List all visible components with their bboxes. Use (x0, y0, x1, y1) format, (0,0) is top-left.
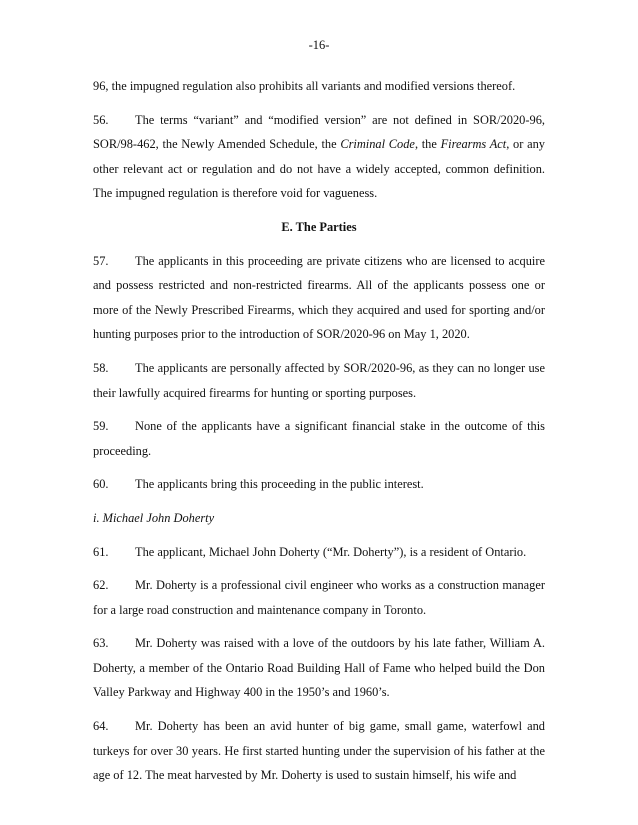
paragraph-58 (93, 356, 545, 405)
paragraph-continuation: 96, the impugned regulation also prohibits all variants and modified versions thereof. (93, 79, 516, 93)
paragraph-57 (93, 249, 545, 347)
firearms-act-title: Firearms Act (440, 137, 507, 152)
paragraph-number: 57. (93, 253, 109, 268)
paragraph-text: The applicants bring this proceeding in the public interest. (135, 477, 424, 492)
paragraph-59 (93, 414, 545, 463)
paragraph-number: 62. (93, 578, 109, 593)
paragraph-62 (93, 573, 545, 622)
criminal-code-title: Criminal Code (340, 137, 415, 152)
paragraph-number: 58. (93, 360, 109, 375)
paragraph-number: 64. (93, 719, 109, 734)
paragraph-text: The terms “variant” and “modified version” are not defined in SOR/2020-96, SOR/98-462, the Newly Amended Schedule, the (93, 112, 545, 152)
paragraph-text: The applicant, Michael John Doherty (“Mr. Doherty”), is a resident of Ontario. (135, 544, 527, 559)
paragraph-60 (93, 472, 545, 497)
paragraph-text: None of the applicants have a significant financial stake in the outcome of this proceeding. (93, 419, 545, 458)
paragraph-number: 60. (93, 477, 109, 492)
paragraph-64 (93, 714, 545, 788)
paragraph-number: 63. (93, 636, 109, 651)
paragraph-text: The applicants are personally affected by SOR/2020-96, as they can no longer use their lawfully acquired firearms for hunting or sporting purposes. (93, 360, 545, 400)
section-heading: E. The Parties (281, 219, 357, 234)
paragraph-56 (93, 108, 545, 206)
paragraph-text: The applicants in this proceeding are private citizens who are licensed to acquire and possess restricted and non-restricted firearms. All of the applicants possess one or more of the Newly Prescribed Firearms, which they acquired and used for sporting and/or hunting purposes prior to the introduction of SOR/2020-96 on May 1, 2020. (93, 253, 545, 342)
paragraph-number: 59. (93, 419, 109, 434)
paragraph-61 (93, 540, 545, 565)
paragraph-number: 56. (93, 112, 109, 127)
paragraph-text: Mr. Doherty is a professional civil engineer who works as a construction manager for a large road construction and maintenance company in Toronto. (93, 578, 545, 617)
page-number: -16- (308, 38, 330, 52)
paragraph-number: 61. (93, 544, 109, 559)
paragraph-63 (93, 631, 545, 705)
document-body (93, 74, 545, 788)
paragraph-text: Mr. Doherty was raised with a love of the outdoors by his late father, William A. Doherty, a member of the Ontario Road Building Hall of Fame who helped build the Don Valley Parkway and Highway 400 in the 1950’s and 1960’s. (93, 636, 545, 700)
paragraph-text: , the (414, 137, 441, 152)
paragraph-text: Mr. Doherty has been an avid hunter of big game, small game, waterfowl and turkeys for over 30 years. He first started hunting under the supervision of his father at the age of 12. The meat harvested by Mr. Doherty is used to sustain himself, his wife and (93, 719, 545, 783)
paragraph-text: , or any other relevant act or regulation and do not have a widely accepted, common definition. The impugned regulation is therefore void for vagueness. (93, 137, 545, 201)
subheading: i. Michael John Doherty (93, 510, 215, 525)
